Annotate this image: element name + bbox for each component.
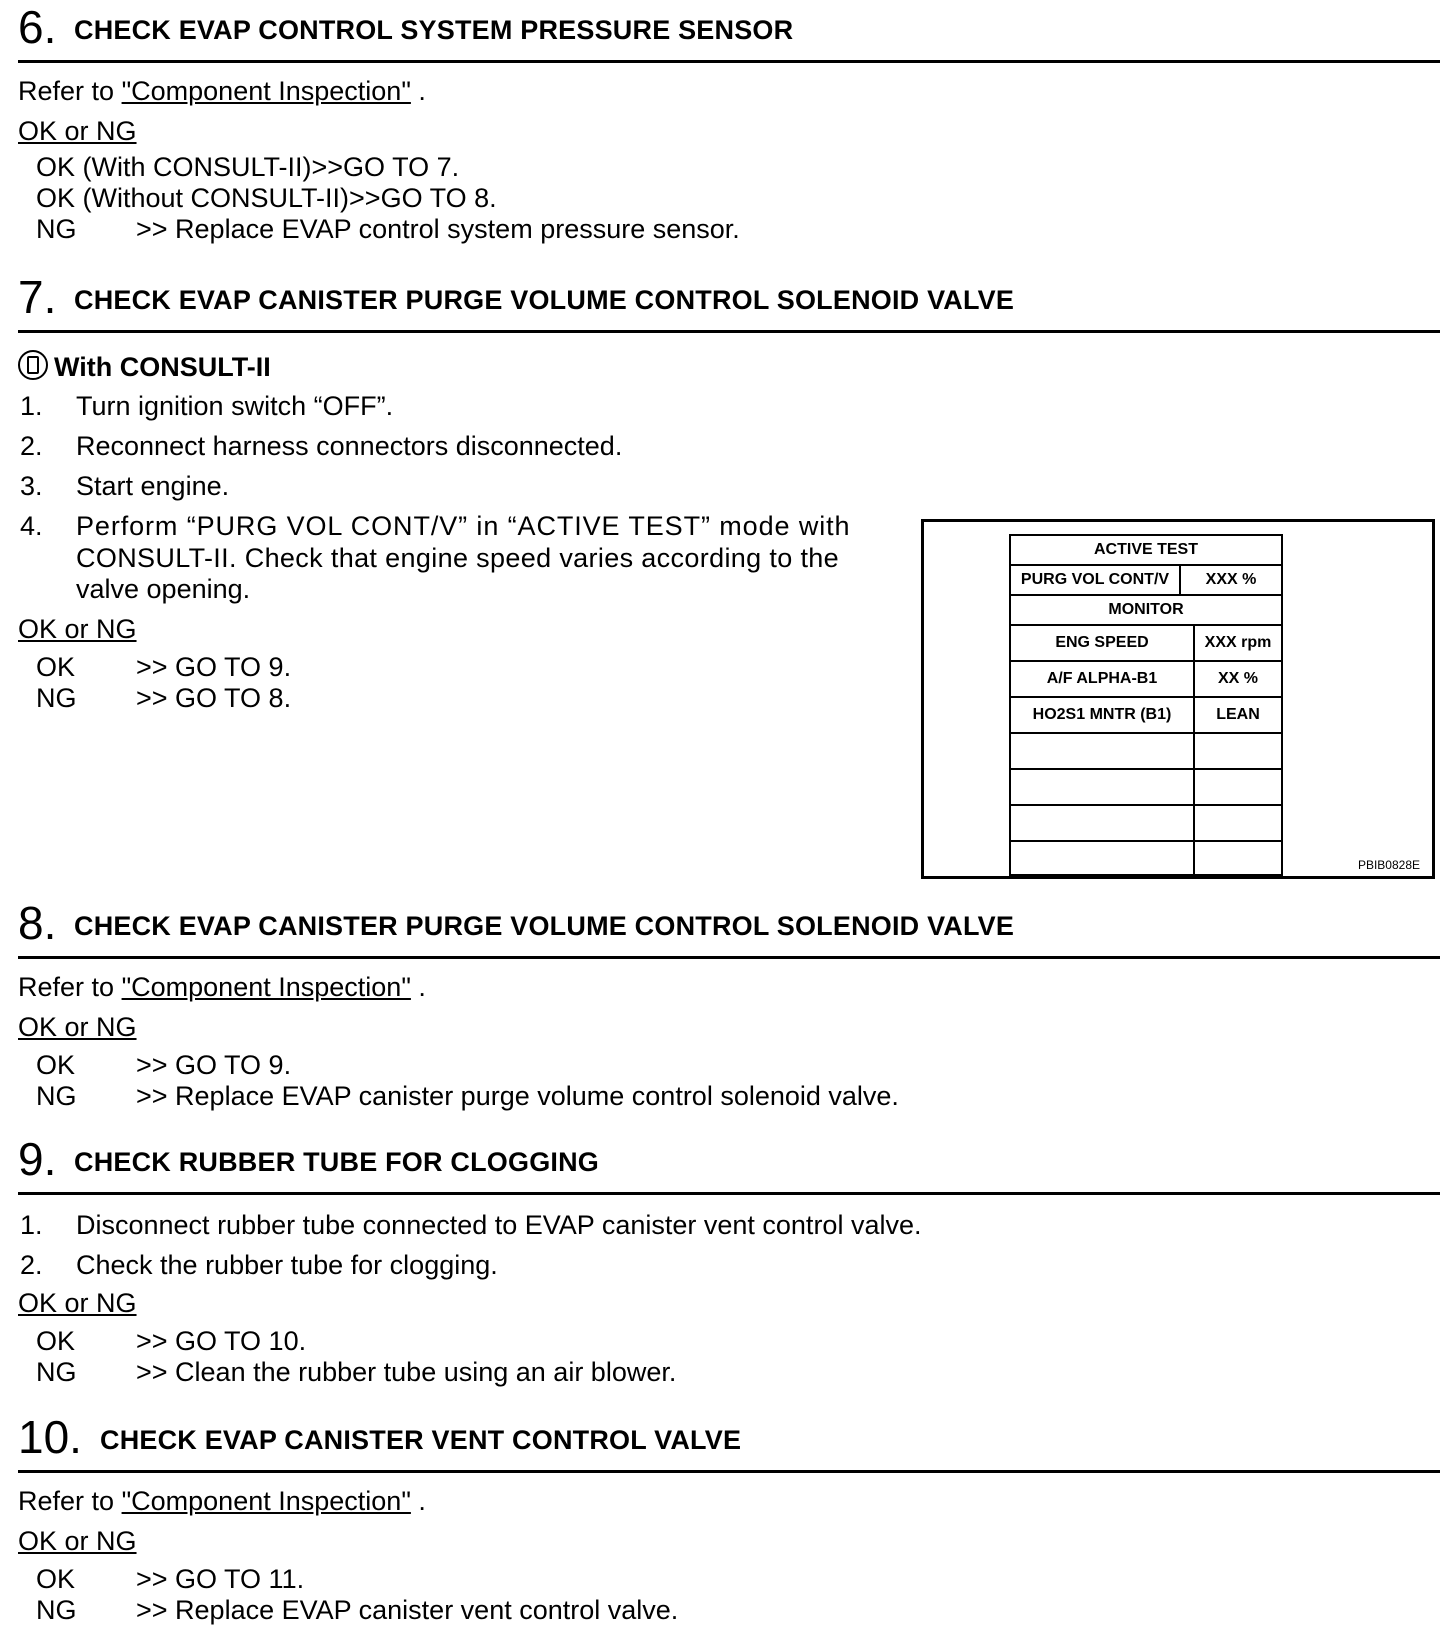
divider: [1193, 770, 1195, 804]
result-key: OK: [36, 1050, 76, 1080]
monitor-label: HO2S1 MNTR (B1): [1032, 706, 1172, 723]
monitor-data-row: [1011, 662, 1281, 698]
section-7-header: [18, 271, 1440, 333]
result-key: NG: [36, 1081, 77, 1111]
section-title: CHECK EVAP CANISTER VENT CONTROL VALVE: [100, 1425, 742, 1455]
section-8-header: [18, 897, 1440, 959]
result-key: OK: [36, 652, 76, 682]
step-text: Perform “PURG VOL CONT/V” in “ACTIVE TEST” mode with: [76, 511, 851, 541]
step-number: 8.: [18, 897, 57, 949]
ok-or-ng-heading: OK or NG: [18, 1526, 137, 1556]
section-title: CHECK EVAP CONTROL SYSTEM PRESSURE SENSOR: [74, 15, 794, 45]
step-number: 6.: [18, 1, 57, 53]
empty-row: [1011, 770, 1281, 806]
component-inspection-link[interactable]: "Component Inspection": [121, 1486, 411, 1516]
result-text: >> GO TO 8.: [136, 683, 292, 713]
consult-screen-figure: [921, 519, 1435, 879]
empty-row: [1011, 806, 1281, 842]
active-test-screen: [1009, 534, 1283, 876]
monitor-value: XX %: [1217, 670, 1258, 687]
result-key: NG: [36, 683, 77, 713]
refer-text: Refer to: [18, 76, 115, 106]
step-text: Disconnect rubber tube connected to EVAP canister vent control valve.: [76, 1210, 922, 1240]
result-key: NG: [36, 214, 77, 244]
result-text: >> Clean the rubber tube using an air blower.: [136, 1357, 677, 1387]
purg-label: PURG VOL CONT/V: [1020, 571, 1170, 588]
ok-or-ng-heading: OK or NG: [18, 1012, 137, 1042]
ok-or-ng-heading: OK or NG: [18, 614, 137, 644]
ok-or-ng-heading: OK or NG: [18, 1288, 137, 1318]
result-text: >> Replace EVAP canister vent control valve.: [136, 1595, 679, 1625]
result-key: NG: [36, 1595, 77, 1625]
step-number: 9.: [18, 1133, 57, 1185]
monitor-label: A/F ALPHA-B1: [1046, 670, 1158, 687]
result-text: >> GO TO 11.: [136, 1564, 305, 1594]
step-number: 10.: [18, 1411, 82, 1463]
refer-line: [18, 1486, 426, 1516]
component-inspection-link[interactable]: "Component Inspection": [121, 972, 411, 1002]
monitor-data-row: [1011, 698, 1281, 734]
section-9-header: [18, 1133, 1440, 1195]
step-text: Check the rubber tube for clogging.: [76, 1250, 498, 1280]
purg-value: XXX %: [1205, 571, 1257, 588]
step-text: Start engine.: [76, 471, 230, 501]
monitor-value: XXX rpm: [1204, 634, 1272, 651]
step-text: Reconnect harness connectors disconnected.: [76, 431, 623, 461]
monitor-label: ENG SPEED: [1055, 634, 1149, 651]
result-key: OK: [36, 1564, 76, 1594]
empty-row: [1011, 842, 1281, 874]
monitor-data-row: [1011, 626, 1281, 662]
result-key: OK (Without CONSULT-II)>>GO TO 8.: [36, 183, 497, 213]
section-6-header: [18, 1, 1440, 63]
divider: [1193, 806, 1195, 840]
result-text: >> Replace EVAP canister purge volume control solenoid valve.: [136, 1081, 899, 1111]
section-8: [18, 897, 1440, 1111]
step-text: Turn ignition switch “OFF”.: [76, 391, 394, 421]
result-text: >> Replace EVAP control system pressure sensor.: [136, 214, 740, 244]
step-num: 1.: [20, 391, 43, 421]
section-9: [18, 1133, 1440, 1387]
figure-code: PBIB0828E: [1357, 858, 1420, 872]
result-key: NG: [36, 1357, 77, 1387]
section-title: CHECK EVAP CANISTER PURGE VOLUME CONTROL SOLENOID VALVE: [74, 911, 1015, 941]
step-text: CONSULT-II. Check that engine speed varies according to the: [76, 543, 840, 573]
result-text: >> GO TO 9.: [136, 652, 292, 682]
ok-or-ng-heading: OK or NG: [18, 116, 137, 146]
divider: [1193, 842, 1195, 874]
divider: [1193, 734, 1195, 768]
with-consult-label: With CONSULT-II: [54, 352, 271, 382]
monitor-value: LEAN: [1216, 706, 1260, 723]
refer-text: Refer to: [18, 972, 115, 1002]
consult-icon: [18, 350, 48, 380]
active-test-header-row: [1011, 536, 1281, 566]
step-num: 2.: [20, 1250, 43, 1280]
result-key: OK (With CONSULT-II)>>GO TO 7.: [36, 152, 460, 182]
step-num: 4.: [20, 511, 43, 541]
step-num: 3.: [20, 471, 43, 501]
section-title: CHECK EVAP CANISTER PURGE VOLUME CONTROL SOLENOID VALVE: [74, 285, 1015, 315]
refer-line: [18, 972, 426, 1002]
component-inspection-link[interactable]: "Component Inspection": [121, 76, 411, 106]
section-10: [18, 1411, 1440, 1625]
step-num: 1.: [20, 1210, 43, 1240]
step-num: 2.: [20, 431, 43, 461]
purg-row: [1011, 566, 1281, 596]
result-text: >> GO TO 9.: [136, 1050, 292, 1080]
refer-line: [18, 76, 426, 106]
with-consult-heading: [18, 350, 271, 382]
empty-row: [1011, 734, 1281, 770]
step-number: 7.: [18, 271, 57, 323]
section-6: [18, 1, 1440, 244]
step-text: valve opening.: [76, 574, 251, 604]
refer-dot: .: [418, 76, 426, 106]
refer-text: Refer to: [18, 1486, 115, 1516]
monitor-title: MONITOR: [1108, 601, 1184, 618]
refer-dot: .: [418, 1486, 426, 1516]
refer-dot: .: [418, 972, 426, 1002]
monitor-row: [1011, 596, 1281, 626]
section-title: CHECK RUBBER TUBE FOR CLOGGING: [74, 1147, 599, 1177]
section-10-header: [18, 1411, 1440, 1473]
result-key: OK: [36, 1326, 76, 1356]
result-text: >> GO TO 10.: [136, 1326, 307, 1356]
active-test-title: ACTIVE TEST: [1093, 541, 1198, 558]
